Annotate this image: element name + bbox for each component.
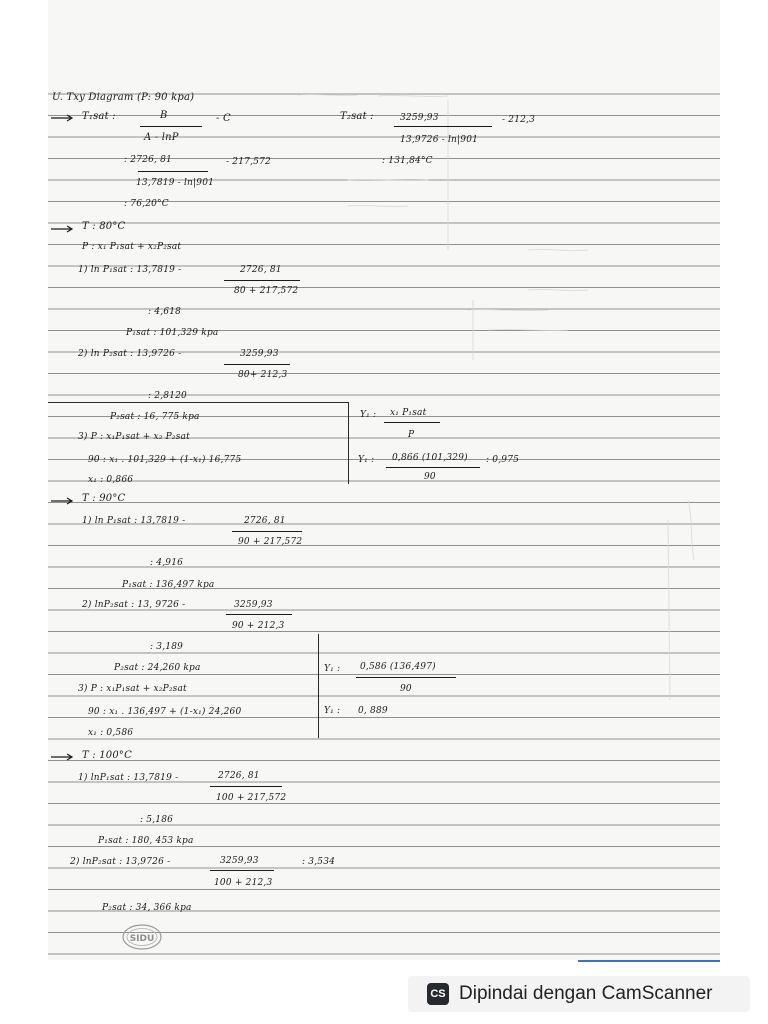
t80-step2-numerator: 3259,93: [240, 349, 279, 359]
t80-y1-label: Y₁ :: [360, 410, 377, 420]
t90-step2-label: 2) lnP₂sat : 13, 9726 -: [82, 600, 186, 610]
t90-p2sat: P₂sat : 24,260 kpa: [114, 663, 201, 673]
t100-p2sat: P₂sat : 34, 366 kpa: [102, 903, 192, 913]
t1sat-denominator: A - lnP: [144, 132, 179, 143]
t90-y1-result-label: Y₁ :: [324, 706, 341, 716]
t80-y1-denominator: P: [408, 430, 415, 440]
t80-step1-label: 1) ln P₁sat : 13,7819 -: [78, 265, 182, 275]
t90-step2-numerator: 3259,93: [234, 600, 273, 610]
fraction-bar: [224, 280, 300, 281]
t80-y1-sub-numerator: 0,866 (101,329): [392, 453, 468, 463]
camscanner-watermark: [408, 976, 750, 1012]
t1sat-label: T₁sat :: [82, 111, 116, 122]
t1sat-sub-numerator: : 2726, 81: [124, 155, 172, 165]
t2sat-constant: - 212,3: [502, 115, 536, 125]
t80-step2-value: : 2,8120: [148, 391, 187, 401]
t80-y1-result: : 0,975: [486, 455, 520, 465]
t100-step2-label: 2) lnP₂sat : 13,9726 -: [70, 857, 171, 867]
t90-step1-denominator: 90 + 217,572: [238, 537, 303, 547]
arrow-icon: [50, 225, 76, 233]
fraction-bar: [210, 870, 274, 871]
t100-p1sat: P₁sat : 180, 453 kpa: [98, 836, 194, 846]
t90-step3-label: 3) P : x₁P₁sat + x₂P₂sat: [78, 684, 187, 694]
t90-y1-denominator: 90: [400, 684, 412, 694]
notebook-page: [48, 0, 720, 960]
t90-y1-numerator: 0,586 (136,497): [360, 662, 436, 672]
t1sat-constant: - C: [216, 113, 231, 124]
t80-x1: x₁ : 0,866: [88, 475, 134, 485]
t90-p1sat: P₁sat : 136,497 kpa: [122, 580, 215, 590]
t80-step2-denominator: 80+ 212,3: [238, 370, 288, 380]
t80-y1-sub-label: Y₁ :: [358, 455, 375, 465]
t90-y1-result: 0, 889: [358, 706, 388, 716]
t80-step3-label: 3) P : x₁P₁sat + x₂ P₂sat: [78, 432, 190, 442]
box-top-border: [48, 402, 348, 403]
seal-text: SIDU: [129, 934, 155, 944]
t1sat-result: : 76,20°C: [124, 199, 169, 209]
t90-step1-numerator: 2726, 81: [244, 516, 286, 526]
fraction-bar: [386, 467, 480, 468]
t90-step1-value: : 4,916: [150, 558, 184, 568]
t100-step2-value: : 3,534: [302, 857, 336, 867]
t90-step1-label: 1) ln P₁sat : 13,7819 -: [82, 516, 186, 526]
t80-p2sat: P₂sat : 16, 775 kpa: [110, 412, 200, 422]
t90-y1-label: Y₁ :: [324, 664, 341, 674]
t100-step1-value: : 5,186: [140, 815, 174, 825]
fraction-bar: [226, 614, 292, 615]
arrow-icon: [50, 753, 76, 761]
t90-step3-equation: 90 : x₁ . 136,497 + (1-x₁) 24,260: [88, 707, 242, 717]
t100-step2-numerator: 3259,93: [220, 856, 259, 866]
scan-edge-mark: [578, 960, 720, 962]
notebook-seal-icon: [121, 923, 163, 951]
camscanner-text: Dipindai dengan CamScanner: [459, 983, 713, 1004]
fraction-bar: [356, 677, 456, 678]
box-divider: [348, 402, 349, 484]
t80-y1-sub-denominator: 90: [424, 472, 436, 482]
fraction-bar: [224, 364, 290, 365]
t90-step2-denominator: 90 + 212,3: [232, 621, 285, 631]
fraction-bar: [384, 422, 440, 423]
arrow-icon: [50, 497, 76, 505]
t80-step1-value: : 4,618: [148, 307, 182, 317]
t1sat-sub-constant: - 217,572: [226, 157, 271, 167]
t100-step1-numerator: 2726, 81: [218, 771, 260, 781]
t90-x1: x₁ : 0,586: [88, 728, 134, 738]
t100-step1-denominator: 100 + 217,572: [216, 793, 287, 803]
t90-step2-value: : 3,189: [150, 642, 184, 652]
t80-step3-equation: 90 : x₁ . 101,329 + (1-x₁) 16,775: [88, 455, 242, 465]
box-divider: [318, 634, 319, 738]
arrow-icon: [50, 114, 76, 122]
t2sat-result: : 131,84°C: [382, 156, 433, 166]
t1sat-numerator: B: [160, 110, 168, 121]
section-title: U. Txy Diagram (P: 90 kpa): [52, 92, 195, 103]
t80-p1sat: P₁sat : 101,329 kpa: [126, 328, 219, 338]
fraction-bar: [232, 531, 302, 532]
raoult-equation: P : x₁ P₁sat + x₂P₂sat: [82, 242, 182, 252]
t80-step1-denominator: 80 + 217,572: [234, 286, 299, 296]
camscanner-logo-icon: CS: [427, 983, 449, 1005]
fraction-bar: [138, 171, 208, 172]
fraction-bar: [394, 126, 492, 127]
t80-y1-numerator: x₁ P₁sat: [390, 408, 427, 418]
t2sat-denominator: 13,9726 - ln|901: [400, 135, 479, 145]
t100-step1-label: 1) lnP₁sat : 13,7819 -: [78, 773, 179, 783]
t2sat-numerator: 3259,93: [400, 113, 439, 123]
t1sat-sub-denominator: 13,7819 - ln|901: [136, 178, 215, 188]
t2sat-label: T₂sat :: [340, 111, 374, 122]
t100-step2-denominator: 100 + 212,3: [214, 878, 273, 888]
fraction-bar: [140, 126, 202, 127]
fraction-bar: [210, 786, 282, 787]
t100-header: T : 100°C: [82, 750, 132, 761]
t80-step1-numerator: 2726, 81: [240, 265, 282, 275]
t80-header: T : 80°C: [82, 221, 126, 232]
t90-header: T : 90°C: [82, 493, 126, 504]
t80-step2-label: 2) ln P₂sat : 13,9726 -: [78, 349, 182, 359]
